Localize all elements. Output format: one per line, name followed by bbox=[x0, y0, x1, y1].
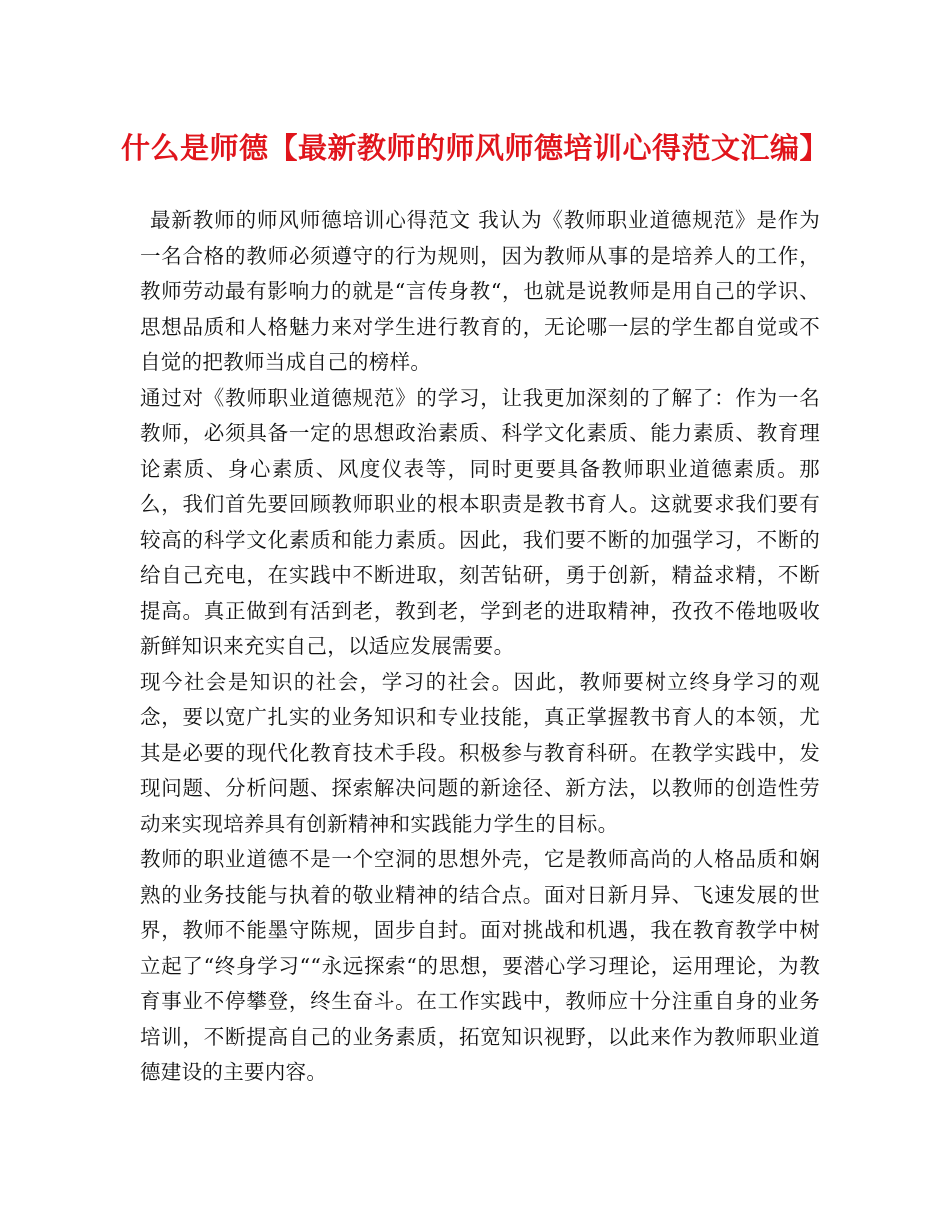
paragraph-2: 通过对《教师职业道德规范》的学习，让我更加深刻的了解了：作为一名教师，必须具备一定的思想政治素质、科学文化素质、能力素质、教育理论素质、身心素质、风度仪表等，同时更要具备教师职业道德素质。那么，我们首先要回顾教师职业的根本职责是教书育人。这就要求我们要有较高的科学文化素质和能力素质。因此，我们要不断的加强学习，不断的给自己充电，在实践中不断进取，刻苦钻研，勇于创新，精益求精，不断提高。真正做到有活到老，教到老，学到老的进取精神，孜孜不倦地吸收新鲜知识来充实自己，以适应发展需要。 bbox=[140, 385, 820, 658]
document-title: 什么是师德【最新教师的师风师德培训心得范文汇编】 bbox=[120, 131, 829, 165]
paragraph-1: 最新教师的师风师德培训心得范文 我认为《教师职业道德规范》是作为一名合格的教师必须遵守的行为规则，因为教师从事的是培养人的工作，教师劳动最有影响力的就是“言传身教“，也就是说教师是用自己的学识、思想品质和人格魅力来对学生进行教育的，无论哪一层的学生都自觉或不自觉的把教师当成自己的榜样。 bbox=[140, 208, 820, 374]
document-body bbox=[140, 203, 820, 1091]
paragraph-3: 现今社会是知识的社会，学习的社会。因此，教师要树立终身学习的观念，要以宽广扎实的业务知识和专业技能，真正掌握教书育人的本领，尤其是必要的现代化教育技术手段。积极参与教育科研。在教学实践中，发现问题、分析问题、探索解决问题的新途径、新方法，以教师的创造性劳动来实现培养具有创新精神和实践能力学生的目标。 bbox=[140, 669, 820, 836]
paragraph-4: 教师的职业道德不是一个空洞的思想外壳，它是教师高尚的人格品质和娴熟的业务技能与执着的敬业精神的结合点。面对日新月异、飞速发展的世界，教师不能墨守陈规，固步自封。面对挑战和机遇，我在教育教学中树立起了“终身学习““永远探索“的思想，要潜心学习理论，运用理论，为教育事业不停攀登，终生奋斗。在工作实践中，教师应十分注重自身的业务培训，不断提高自己的业务素质，拓宽知识视野，以此来作为教师职业道德建设的主要内容。 bbox=[140, 847, 820, 1084]
